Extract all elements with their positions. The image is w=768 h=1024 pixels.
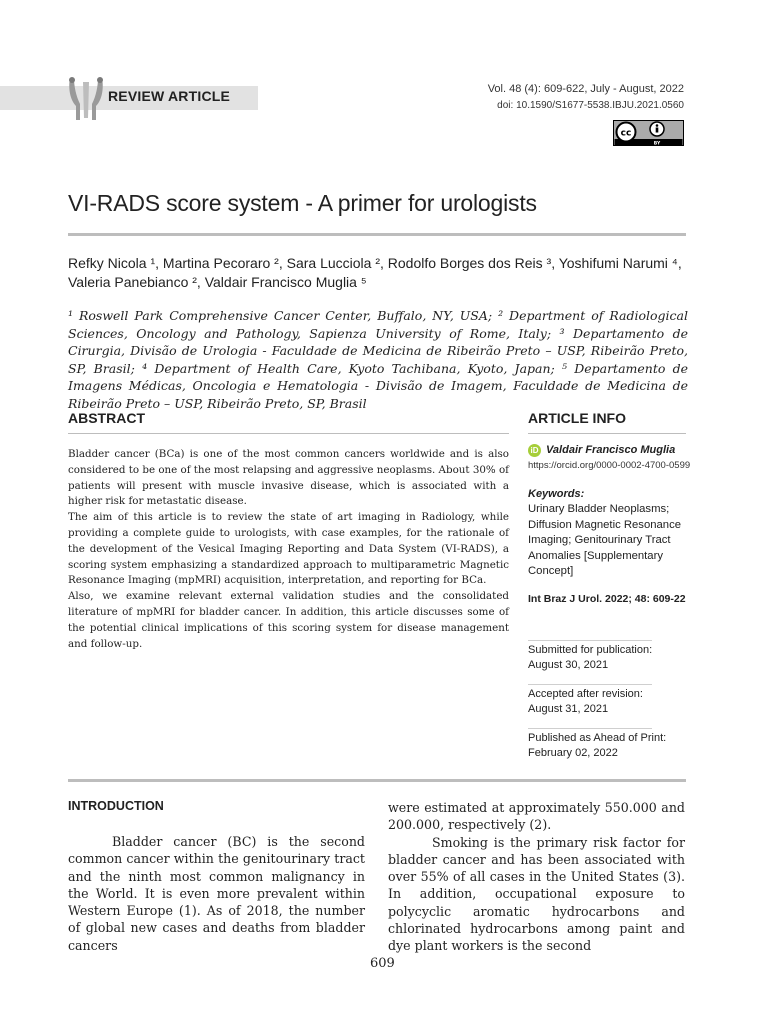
abstract-paragraph: Also, we examine relevant external validation studies and the consolidated literature of mpMRI for bladder cancer. In addition, this article discusses some of the potential clinical implications of this scoring system for disease management and follow-up. bbox=[68, 590, 509, 650]
intro-right-column bbox=[388, 799, 685, 955]
published-date: February 02, 2022 bbox=[528, 747, 618, 759]
submitted-date: August 30, 2021 bbox=[528, 659, 609, 671]
intro-paragraph: Bladder cancer (BC) is the second common cancer within the genitourinary tract and the ninth most common malignancy in the World. It is even more prevalent within Western Europe (1). As of 2018, the number of global new cases and deaths from bladder cancers bbox=[68, 834, 365, 953]
introduction-heading: INTRODUCTION bbox=[68, 799, 164, 813]
submitted-block bbox=[528, 643, 652, 673]
published-label: Published as Ahead of Print: bbox=[528, 732, 667, 744]
orcid-author-name: Valdair Francisco Muglia bbox=[546, 444, 676, 456]
citation: Int Braz J Urol. 2022; 48: 609-22 bbox=[528, 593, 686, 605]
abstract-paragraph: Bladder cancer (BCa) is one of the most common cancers worldwide and is also considered to be one of the most relapsing and aggressive neoplasms. About 30% of patients will present with muscle invasive disease, which is associated with a higher risk for metastatic disease. bbox=[68, 448, 509, 508]
affiliations: ¹ Roswell Park Comprehensive Cancer Center, Buffalo, NY, USA; ² Department of Radiological Sciences, Oncology and Pathology, Sapienza University of Rome, Italy; ³ Departamento de Cirurgia, Divisão de Urologia - Faculdade de Medicina de Ribeirão Preto – USP, Ribeirão Preto, SP, Brasil; ⁴ Department of Health Care, Kyoto Tachibana, Kyoto, Japan; ⁵ Departamento de Imagens Médicas, Oncologia e Hematologia - Divisão de Imagem, Faculdade de Medicina de Ribeirão Preto – USP, Ribeirão Preto, SP, Brasil bbox=[68, 308, 688, 411]
author-line-1: Refky Nicola ¹, Martina Pecoraro ², Sara Lucciola ², Rodolfo Borges dos Reis ³, Yoshifumi Narumi ⁴, bbox=[68, 255, 682, 271]
published-block bbox=[528, 731, 666, 761]
info-divider bbox=[528, 728, 652, 729]
svg-text:BY: BY bbox=[653, 141, 661, 146]
accepted-block bbox=[528, 687, 643, 717]
orcid-icon[interactable]: iD bbox=[528, 444, 541, 457]
keywords-heading: Keywords: bbox=[528, 488, 585, 500]
svg-text:cc: cc bbox=[620, 128, 632, 139]
section-label: REVIEW ARTICLE bbox=[108, 88, 231, 104]
abstract-body bbox=[68, 447, 509, 652]
accepted-date: August 31, 2021 bbox=[528, 703, 609, 715]
intro-paragraph: Smoking is the primary risk factor for bladder cancer and has been associated with over 55% of all cases in the United States (3). In addition, occupational exposure to polycyclic aromatic hydrocarbons and chlorinated hydrocarbons among paint and dye plant workers is the second bbox=[388, 834, 685, 954]
doi-link[interactable]: doi: 10.1590/S1677-5538.IBJU.2021.0560 bbox=[497, 100, 684, 111]
volume-info: Vol. 48 (4): 609-622, July - August, 2022 bbox=[487, 83, 684, 95]
cc-by-icon[interactable] bbox=[613, 120, 684, 146]
page-number: 609 bbox=[370, 956, 395, 971]
intro-paragraph: were estimated at approximately 550.000 and 200.000, respectively (2). bbox=[388, 800, 685, 833]
abstract-heading: ABSTRACT bbox=[68, 410, 145, 426]
info-divider bbox=[528, 640, 652, 641]
orcid-link[interactable]: https://orcid.org/0000-0002-4700-0599 bbox=[528, 460, 691, 471]
abstract-paragraph: The aim of this article is to review the state of art imaging in Radiology, while providing a complete guide to urologists, with case examples, for the rationale of the development of the Vesical Imaging Reporting and Data System (VI-RADS), a scoring system emphasizing a standardized approach to multiparametric Magnetic Resonance Imaging (mpMRI) acquisition, interpretation, and reporting for BCa. bbox=[68, 511, 509, 587]
section-divider bbox=[68, 779, 686, 782]
submitted-label: Submitted for publication: bbox=[528, 644, 653, 656]
abstract-divider bbox=[68, 433, 509, 434]
article-title: VI-RADS score system - A primer for urologists bbox=[68, 190, 537, 216]
journal-logo-icon bbox=[66, 74, 106, 122]
author-line-2: Valeria Panebianco ², Valdair Francisco Muglia ⁵ bbox=[68, 274, 367, 290]
accepted-label: Accepted after revision: bbox=[528, 688, 643, 700]
title-divider bbox=[68, 233, 686, 236]
author-list bbox=[68, 254, 688, 292]
article-info-heading: ARTICLE INFO bbox=[528, 410, 626, 426]
intro-left-column bbox=[68, 833, 365, 954]
keywords-list: Urinary Bladder Neoplasms; Diffusion Magnetic Resonance Imaging; Genitourinary Tract Anomalies [Supplementary Concept] bbox=[528, 503, 682, 577]
info-divider bbox=[528, 684, 652, 685]
article-info-divider bbox=[528, 433, 686, 434]
